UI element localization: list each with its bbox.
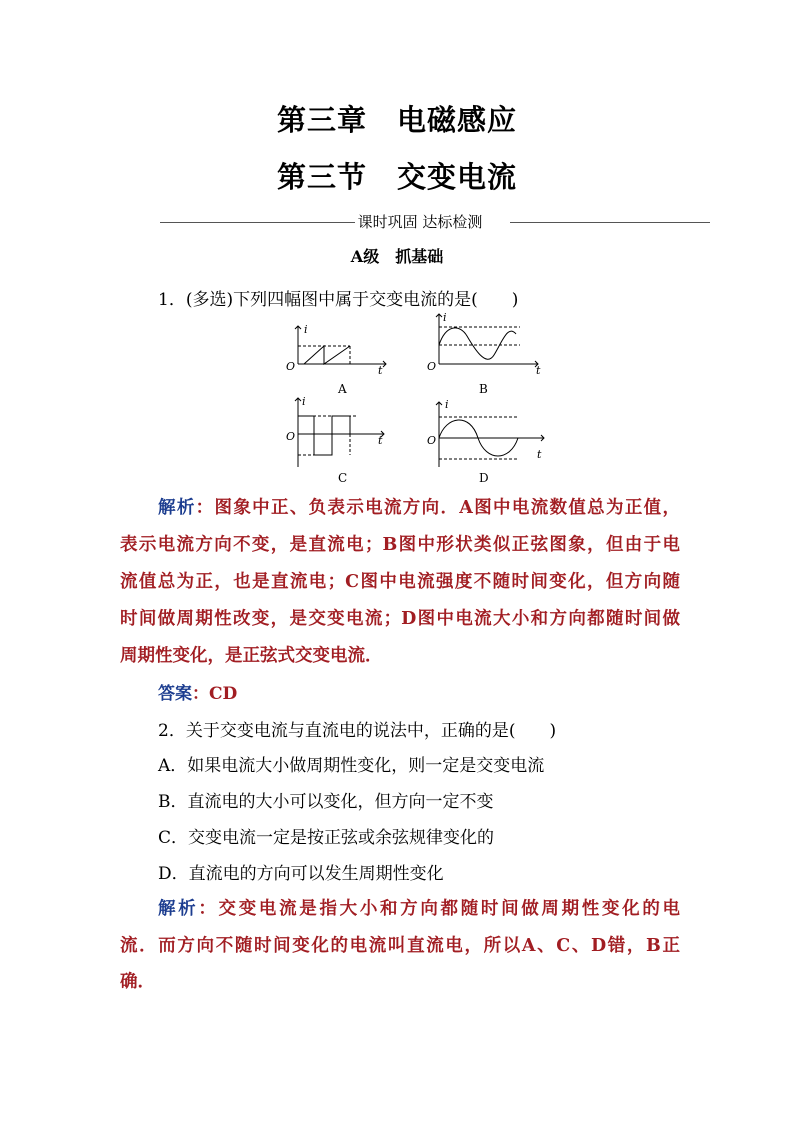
graph-c-i-label: i xyxy=(302,395,306,408)
graph-b-t-label: t xyxy=(536,364,541,377)
q2-option-b: B．直流电的大小可以变化，但方向一定不变 xyxy=(158,792,494,812)
graph-c xyxy=(286,395,384,485)
q1-analysis-text-1: ：图象中正、负表示电流方向．A图中电流数值总为正值， xyxy=(195,498,681,518)
graph-d-t-label: t xyxy=(537,448,542,461)
graph-a-sawtooth xyxy=(304,346,350,364)
graph-d-caption: D xyxy=(479,471,489,485)
q1-analysis-line-1 xyxy=(158,494,680,519)
q2-analysis-line-2: 流．而方向不随时间变化的电流叫直流电，所以A、C、D错，B正 xyxy=(120,936,680,956)
graph-b-caption: B xyxy=(479,382,488,396)
q2-analysis-text-1: ：交变电流是指大小和方向都随时间做周期性变化的电 xyxy=(198,899,681,919)
graph-c-t-label: t xyxy=(378,434,383,447)
graph-a-t-label: t xyxy=(378,364,383,377)
graph-b xyxy=(427,312,541,396)
level-heading: A级 抓基础 xyxy=(350,247,444,266)
q1-answer-value: ：CD xyxy=(192,684,238,704)
q2-option-c: C．交变电流一定是按正弦或余弦规律变化的 xyxy=(158,828,495,848)
chapter-title: 第三章 电磁感应 xyxy=(276,103,517,137)
q1-analysis-line-2: 表示电流方向不变，是直流电；B图中形状类似正弦图象，但由于电 xyxy=(120,535,680,555)
graph-a-origin: O xyxy=(286,360,296,373)
q1-analysis-line-4: 时间做周期性改变，是交变电流；D图中电流大小和方向都随时间做 xyxy=(120,609,680,629)
q1-figures xyxy=(280,312,550,490)
banner xyxy=(140,211,700,233)
question-2-stem: 2．关于交变电流与直流电的说法中，正确的是( ) xyxy=(158,721,557,741)
q2-analysis-line-1 xyxy=(158,895,680,920)
graph-c-origin: O xyxy=(286,430,296,443)
graph-d-origin: O xyxy=(427,434,437,447)
q1-analysis-line-3: 流值总为正，也是直流电；C图中电流强度不随时间变化，但方向随 xyxy=(120,572,680,592)
graph-b-i-label: i xyxy=(443,312,447,324)
question-1-stem: 1．(多选)下列四幅图中属于交变电流的是( ) xyxy=(158,290,519,310)
graph-a-caption: A xyxy=(338,382,347,396)
q1-analysis-label: 解析 xyxy=(158,498,196,518)
q2-analysis-label: 解析 xyxy=(158,899,199,919)
graph-b-origin: O xyxy=(427,360,437,373)
q1-analysis-line-5: 周期性变化，是正弦式交变电流． xyxy=(120,646,383,666)
graph-a-i-label: i xyxy=(304,323,308,336)
section-title: 第三节 交变电流 xyxy=(276,160,517,194)
graph-b-wave xyxy=(439,328,516,359)
q2-option-d: D．直流电的方向可以发生周期性变化 xyxy=(158,864,444,884)
graph-d-i-label: i xyxy=(445,398,449,411)
graph-a xyxy=(286,323,386,396)
graph-c-square-wave xyxy=(298,416,350,455)
q1-answer xyxy=(158,679,237,704)
graph-c-caption: C xyxy=(338,471,348,485)
banner-text: 课时巩固 达标检测 xyxy=(355,213,486,231)
q2-analysis-line-3: 确． xyxy=(120,972,155,992)
q1-answer-label: 答案 xyxy=(158,684,192,704)
graph-d xyxy=(427,398,544,485)
q2-option-a: A．如果电流大小做周期性变化，则一定是交变电流 xyxy=(158,756,545,776)
